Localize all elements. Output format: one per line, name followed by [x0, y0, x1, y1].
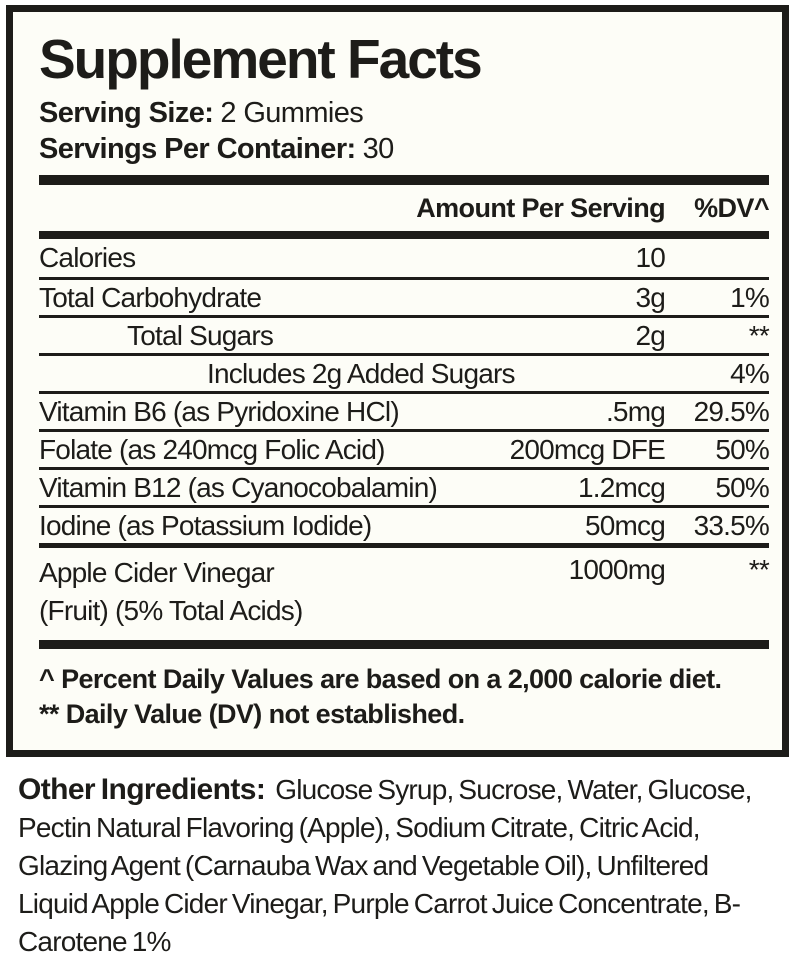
- nutrient-name: Includes 2g Added Sugars: [207, 357, 515, 389]
- table-row-vitamin-b12: [39, 467, 769, 505]
- footnotes: [39, 649, 769, 750]
- supplement-label-page: [0, 5, 795, 958]
- nutrient-amount: 10: [635, 242, 665, 274]
- amount-per-serving-header: Amount Per Serving: [416, 192, 665, 223]
- thick-divider-top: [39, 175, 769, 185]
- nutrient-name-line1: Apple Cider Vinegar: [39, 557, 274, 589]
- nutrient-name: Vitamin B12 (as Cyanocobalamin): [39, 471, 438, 503]
- thick-divider-bottom: [39, 640, 769, 649]
- table-row-added-sugars: [39, 353, 769, 391]
- table-row-total-sugars: [39, 315, 769, 353]
- nutrient-amount: .5mg: [605, 395, 665, 427]
- table-row-vitamin-b6: [39, 391, 769, 429]
- percent-dv-header: %DV^: [694, 192, 769, 223]
- serving-size-value: 2 Gummies: [220, 97, 364, 130]
- nutrient-dv: 1%: [730, 281, 769, 313]
- nutrient-name: Total Sugars: [127, 319, 274, 351]
- footnote-dv-not-established: ** Daily Value (DV) not established.: [39, 699, 465, 730]
- nutrient-amount: 3g: [635, 281, 665, 313]
- table-row-total-carbohydrate: [39, 277, 769, 315]
- serving-size-line: [39, 95, 769, 131]
- other-ingredients-label: Other Ingredients:: [18, 773, 266, 807]
- nutrient-amount: 2g: [635, 319, 665, 351]
- nutrient-amount: 1.2mcg: [577, 471, 665, 503]
- table-header-row: [39, 185, 769, 231]
- servings-per-container-line: [39, 131, 769, 167]
- supplement-facts-panel: [6, 5, 789, 757]
- servings-per-container-value: 30: [362, 133, 394, 166]
- serving-size-label: Serving Size:: [39, 97, 214, 130]
- nutrient-amount: 50mcg: [584, 509, 665, 541]
- nutrient-dv: 50%: [715, 433, 769, 465]
- footnote-daily-values: ^ Percent Daily Values are based on a 2,000 calorie diet.: [39, 664, 722, 695]
- nutrient-name: Folate (as 240mcg Folic Acid): [39, 433, 385, 465]
- nutrient-name: Calories: [39, 242, 136, 274]
- table-row-folate: [39, 429, 769, 467]
- nutrient-dv: 4%: [730, 357, 769, 389]
- table-row-iodine: [39, 505, 769, 543]
- header-divider: [39, 231, 769, 239]
- nutrient-amount: 200mcg DFE: [509, 433, 665, 465]
- nutrient-dv: 29.5%: [693, 395, 769, 427]
- nutrient-dv: 33.5%: [693, 509, 769, 541]
- nutrient-name: Total Carbohydrate: [39, 281, 262, 313]
- nutrient-dv: **: [748, 319, 769, 351]
- table-row-apple-cider-vinegar: [39, 543, 769, 638]
- other-ingredients: [18, 771, 781, 961]
- table-row-calories: [39, 239, 769, 277]
- nutrient-amount: 1000mg: [568, 554, 665, 586]
- nutrient-name: Iodine (as Potassium Iodide): [39, 509, 372, 541]
- servings-per-container-label: Servings Per Container:: [39, 133, 356, 166]
- nutrient-dv: **: [748, 554, 769, 586]
- nutrient-name-line2: (Fruit) (5% Total Acids): [39, 595, 303, 627]
- other-ingredients-text: Glucose Syrup, Sucrose, Water, Glucose, Pectin Natural Flavoring (Apple), Sodium Citrate, Citric Acid, Glazing Agent (Carnauba Wax and Vegetable Oil), Unfiltered Liquid Apple Cider Vinegar, Purple Carrot Juice Concentrate, B-Carotene 1%: [18, 774, 752, 958]
- nutrient-dv: 50%: [715, 471, 769, 503]
- nutrient-name: Vitamin B6 (as Pyridoxine HCl): [39, 395, 399, 427]
- panel-title: Supplement Facts: [39, 28, 481, 90]
- nutrient-name: [39, 554, 440, 630]
